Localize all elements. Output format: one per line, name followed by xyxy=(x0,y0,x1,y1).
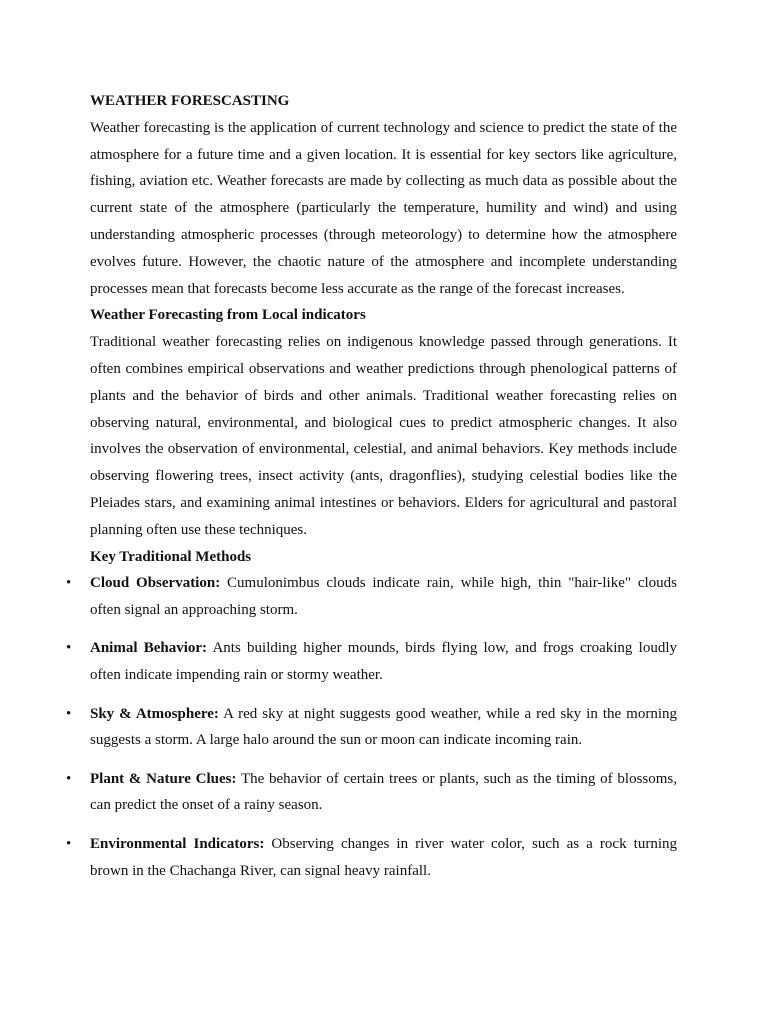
document-page xyxy=(66,88,678,896)
bullet-label: Plant & Nature Clues: xyxy=(90,770,237,787)
bullet-icon: • xyxy=(66,575,72,592)
intro-paragraph: Weather forecasting is the application of current technology and science to predict the state of the atmosphere for a future time and a given location. It is essential for key sectors like agriculture, fishing, aviation etc. Weather forecasts are made by collecting as much data as possible about the current state of the atmosphere (particularly the temperature, humility and wind) and using understanding atmospheric processes (through meteorology) to determine how the atmosphere evolves future. However, the chaotic nature of the atmosphere and incomplete understanding processes mean that forecasts become less accurate as the range of the forecast increases. xyxy=(90,119,677,297)
list-item-sky-atmosphere xyxy=(66,701,677,755)
bullet-label: Sky & Atmosphere: xyxy=(90,705,219,722)
list-item-cloud-observation xyxy=(66,570,677,624)
local-indicators-paragraph: Traditional weather forecasting relies on indigenous knowledge passed through generations. It often combines empirical observations and weather predictions through phenological patterns of plants and the behavior of birds and other animals. Traditional weather forecasting relies on observing natural, environmental, and biological cues to predict atmospheric changes. It also involves the observation of environmental, celestial, and animal behaviors. Key methods include observing flowering trees, insect activity (ants, dragonflies), studying celestial bodies like the Pleiades stars, and examining animal intestines or behaviors. Elders for agricultural and pastoral planning often use these techniques. xyxy=(90,334,677,538)
list-item-environmental-indicators xyxy=(66,831,678,885)
bullet-text: The behavior of certain trees or plants, such as the timing of blossoms, can predict the onset of a rainy season. xyxy=(90,770,677,814)
bullet-icon: • xyxy=(66,835,72,852)
bullet-text: Ants building higher mounds, birds flying low, and frogs croaking loudly often indicate impending rain or stormy weather. xyxy=(90,640,677,684)
bullet-label: Animal Behavior: xyxy=(90,640,208,657)
bullet-text: Observing changes in river water color, such as a rock turning brown in the Chachanga River, can signal heavy rainfall. xyxy=(90,835,678,879)
section-title-weather-forecasting: WEATHER FORESCASTING xyxy=(90,93,290,109)
bullet-icon: • xyxy=(66,770,72,787)
bullet-icon: • xyxy=(66,705,72,722)
methods-list xyxy=(66,570,678,884)
section-title-key-methods: Key Traditional Methods xyxy=(90,548,252,565)
bullet-text: A red sky at night suggests good weather, while a red sky in the morning suggests a storm. A large halo around the sun or moon can indicate incoming rain. xyxy=(90,705,677,749)
bullet-icon: • xyxy=(66,640,72,657)
bullet-label: Environmental Indicators: xyxy=(90,835,265,852)
list-item-plant-nature-clues xyxy=(66,766,677,820)
bullet-label: Cloud Observation: xyxy=(90,575,221,592)
bullet-text: Cumulonimbus clouds indicate rain, while high, thin "hair-like" clouds often signal an approaching storm. xyxy=(90,575,677,619)
section-title-local-indicators: Weather Forecasting from Local indicators xyxy=(90,307,366,324)
list-item-animal-behavior xyxy=(66,635,677,689)
